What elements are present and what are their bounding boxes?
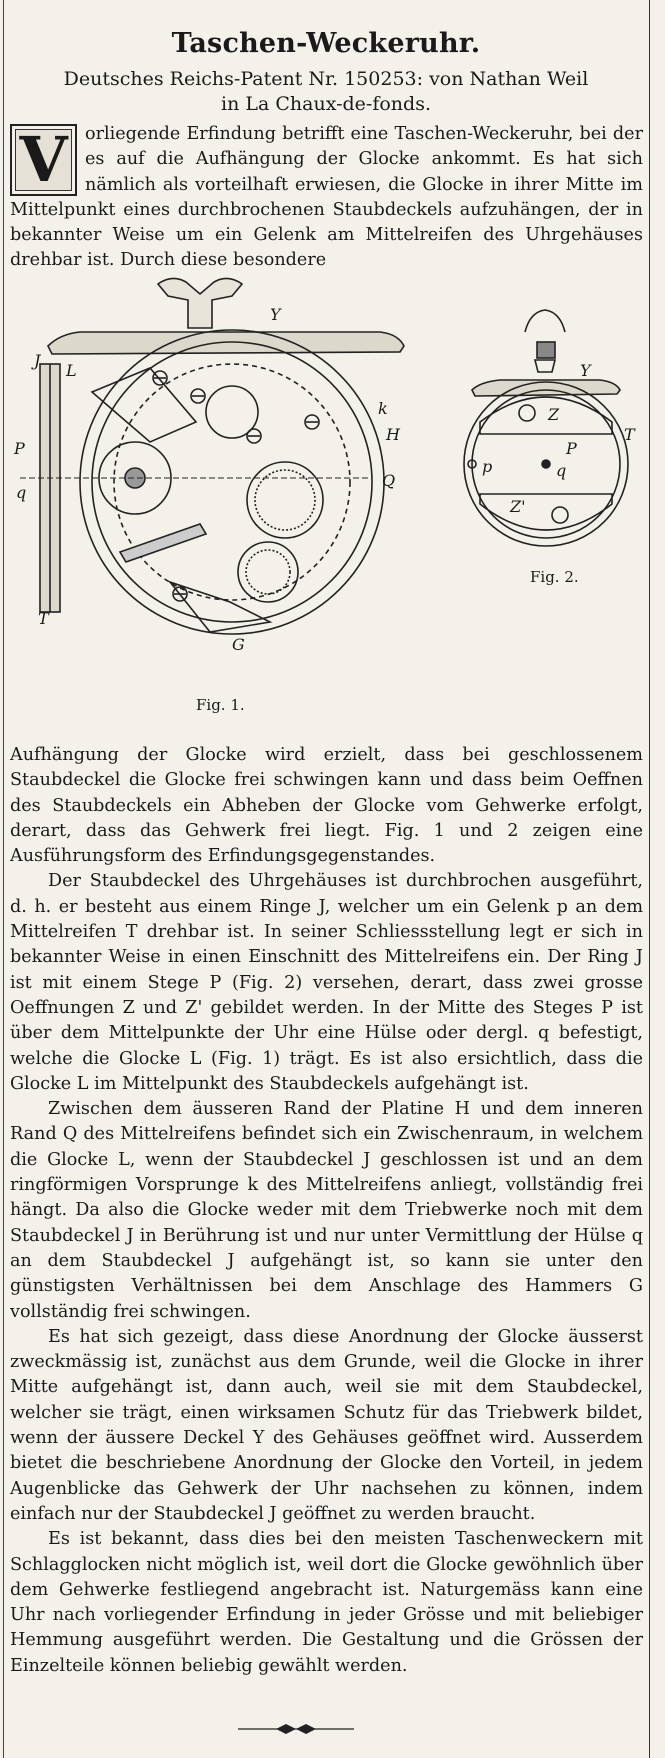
body-paragraph-1: Aufhängung der Glocke wird erzielt, dass bei geschlossenem Staubdeckel die Glocke frei schwingen kann und dass beim Oeffnen des Staubdeckels ein Abheben der Glocke vom Gehwerke erfolgt, derart, dass das Gehwerk frei liegt. Fig. 1 und 2 zeigen eine Ausführungsform des Erfindungsgegenstandes. bbox=[10, 745, 643, 867]
fig1-label-k: k bbox=[378, 399, 388, 418]
fig2-label-P: P bbox=[566, 439, 577, 458]
fig1-label-L: L bbox=[66, 361, 77, 380]
left-margin-rule bbox=[3, 0, 4, 1758]
fig2-label-Z-prime: Z' bbox=[510, 497, 526, 516]
fig1-label-Q: Q bbox=[382, 471, 396, 490]
watch-figures-illustration bbox=[0, 272, 665, 740]
fig1-caption: Fig. 1. bbox=[196, 696, 245, 714]
fig2-label-q: q bbox=[556, 461, 567, 480]
body-paragraph-5: Es ist bekannt, dass dies bei den meisten Taschenweckern mit Schlagglocken nicht möglich ist, weil dort die Glocke gewöhnlich über dem Gehwerke festliegend angebracht ist. Naturgemäss kann eine Uhr nach vorliegender Erfindung in jeder Grösse und mit beliebiger Hemmung ausgeführt werden. Die Gestaltung und die Grössen der Einzelteile können beliebig gewählt werden. bbox=[10, 1529, 643, 1676]
intro-paragraph bbox=[10, 122, 643, 274]
fig1-label-J: J bbox=[34, 351, 41, 370]
fig1-label-q: q bbox=[16, 483, 27, 502]
fig1-drawing bbox=[20, 278, 404, 634]
body-paragraph-4: Es hat sich gezeigt, dass diese Anordnung der Glocke äusserst zweckmässig ist, zunächst aus dem Grunde, weil die Glocke in ihrer Mitte aufgehängt ist, dann auch, weil sie mit dem Staubdeckel, welcher sie trägt, einen wirksamen Schutz für das Triebwerk bildet, wenn der äussere Deckel Y des Gehäuses geöffnet wird. Ausserdem bietet die beschriebene Anordnung der Glocke den Vorteil, in jedem Augenblicke das Gehwerk der Uhr nachsehen zu können, indem einfach nur der Staubdeckel J geöffnet zu werden braucht. bbox=[10, 1326, 643, 1524]
fig1-label-T: T bbox=[38, 609, 49, 628]
fig1-label-H: H bbox=[386, 425, 400, 444]
article-body bbox=[10, 743, 643, 1679]
fig1-label-Y: Y bbox=[270, 305, 281, 324]
figure-area bbox=[0, 272, 665, 740]
intro-text: orliegende Erfindung betrifft eine Taschen-Weckeruhr, bei der es auf die Aufhängung der Glocke ankommt. Es hat sich nämlich als vorteilhaft erwiesen, die Glocke in ihrer Mitte im Mittelpunkt eines durchbrochenen Staubdeckels aufzuhängen, der in bekannter Weise um ein Gelenk am Mittelreifen des Uhrgehäuses drehbar ist. Durch diese besondere bbox=[10, 124, 643, 271]
dropcap-initial: V bbox=[10, 124, 77, 196]
column-rule bbox=[649, 0, 650, 1758]
end-ornament bbox=[236, 1722, 356, 1736]
fig2-label-T: T bbox=[624, 425, 635, 444]
fig1-label-P: P bbox=[14, 439, 25, 458]
fig2-caption: Fig. 2. bbox=[530, 568, 579, 586]
fig2-label-Z: Z bbox=[548, 405, 560, 424]
fig1-label-G: G bbox=[232, 635, 245, 654]
fig2-drawing bbox=[464, 310, 628, 546]
article-title: Taschen-Weckeruhr. bbox=[171, 28, 481, 59]
fig2-label-Y: Y bbox=[580, 361, 591, 380]
body-paragraph-2: Der Staubdeckel des Uhrgehäuses ist durchbrochen ausgeführt, d. h. er besteht aus einem Ringe J, welcher um ein Gelenk p an dem Mittelreifen T drehbar ist. In seiner Schliessstellung legt er sich in bekannter Weise in einen Einschnitt des Mittelreifens ein. Der Ring J ist mit einem Stege P (Fig. 2) versehen, derart, dass zwei grosse Oeffnungen Z und Z' gebildet werden. In der Mitte des Steges P ist über dem Mittelpunkte der Uhr eine Hülse oder dergl. q befestigt, welche die Glocke L (Fig. 1) trägt. Es ist also ersichtlich, dass die Glocke L im Mittelpunkt des Staubdeckels aufgehängt ist. bbox=[10, 871, 643, 1094]
fig2-label-p: p bbox=[482, 457, 493, 476]
inventor-location: in La Chaux-de-fonds. bbox=[221, 93, 431, 115]
body-paragraph-3: Zwischen dem äusseren Rand der Platine H und dem inneren Rand Q des Mittelreifens befindet sich ein Zwischenraum, in welchem die Glocke L, wenn der Staubdeckel J geschlossen ist und an dem ringförmigen Vorsprunge k des Mittelreifens anliegt, vollständig frei hängt. Da also die Glocke weder mit dem Triebwerke noch mit dem Staubdeckel J in Berührung ist und nur unter Vermittlung der Hülse q an dem Staubdeckel J aufgehängt ist, so kann sie unter den günstigsten Verhältnissen bei dem Anschlage des Hammers G vollständig frei schwingen. bbox=[10, 1099, 643, 1322]
patent-line: Deutsches Reichs-Patent Nr. 150253: von Nathan Weil bbox=[63, 68, 589, 90]
